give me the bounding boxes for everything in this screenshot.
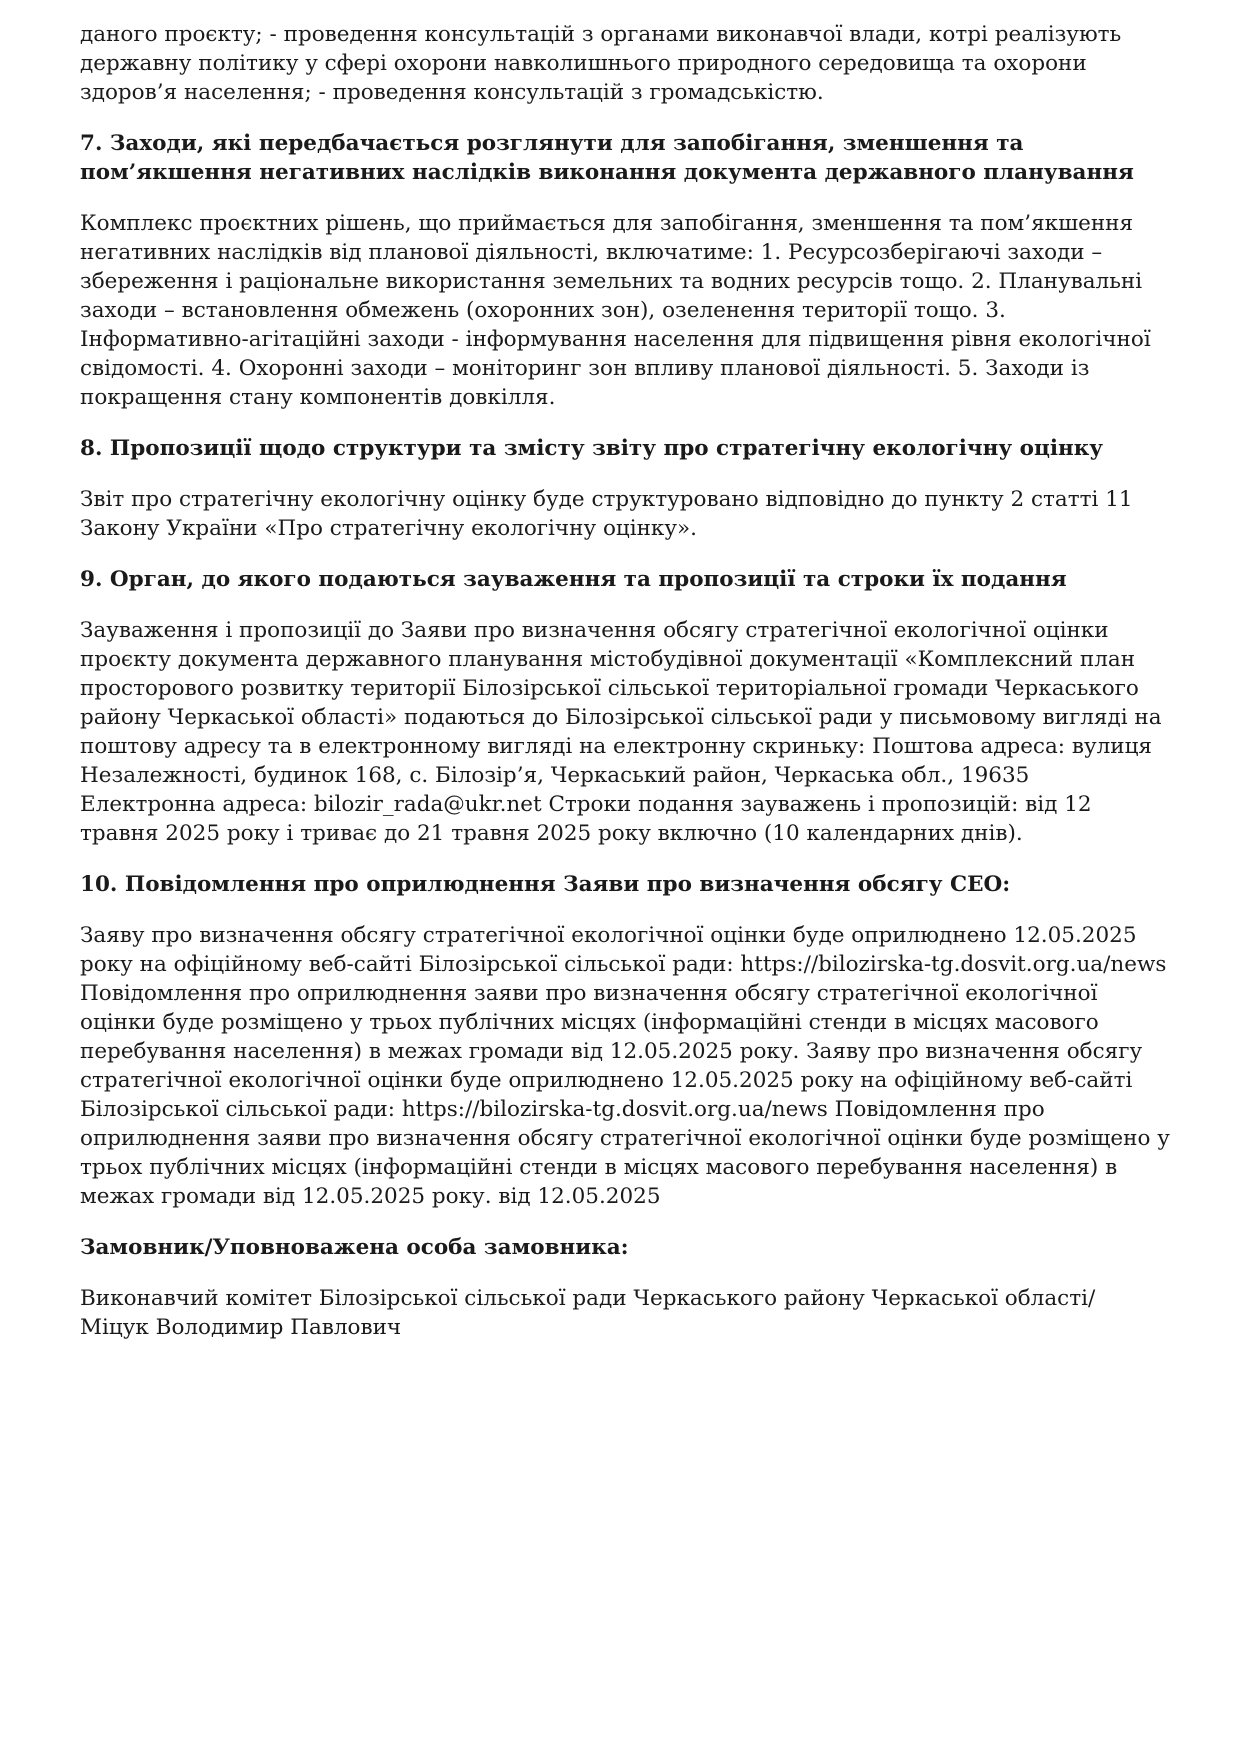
- section-10: [80, 870, 1170, 1211]
- continuation-paragraph: даного проєкту; - проведення консультацій з органами виконавчої влади, котрі реалізують державну політику у сфері охорони навколишнього природного середовища та охорони здоров’я населення; - проведення консультацій з громадськістю.: [80, 22, 1122, 105]
- section-body: Виконавчий комітет Білозірської сільської ради Черкаського району Черкаської області/ Міцук Володимир Павлович: [80, 1286, 1096, 1340]
- section-heading: 9. Орган, до якого подаються зауваження та пропозиції та строки їх подання: [80, 567, 1067, 592]
- document-page: [80, 20, 1170, 1364]
- section-8: [80, 434, 1170, 543]
- section-heading: 10. Повідомлення про оприлюднення Заяви про визначення обсягу СЕО:: [80, 872, 1011, 897]
- section-body: Звіт про стратегічну екологічну оцінку буде структуровано відповідно до пункту 2 статті 11 Закону України «Про стратегічну екологічну оцінку».: [80, 487, 1133, 541]
- section-customer: [80, 1233, 1170, 1342]
- section-heading: 7. Заходи, які передбачається розглянути для запобігання, зменшення та пом’якшення негативних наслідків виконання документа державного планування: [80, 131, 1134, 185]
- section-heading: Замовник/Уповноважена особа замовника:: [80, 1235, 629, 1260]
- section-7: [80, 129, 1170, 412]
- section-body: Заяву про визначення обсягу стратегічної екологічної оцінки буде оприлюднено 12.05.2025 року на офіційному веб-сайті Білозірської сільської ради: https://bilozirska-tg.dosvit.org.ua/news Повідомлення про оприлюднення заяви про визначення обсягу стратегічної екологічної оцінки буде розміщено у трьох публічних місцях (інформаційні стенди в місцях масового перебування населення) в межах громади від 12.05.2025 року. Заяву про визначення обсягу стратегічної екологічної оцінки буде оприлюднено 12.05.2025 року на офіційному веб-сайті Білозірської сільської ради: https://bilozirska-tg.dosvit.org.ua/news Повідомлення про оприлюднення заяви про визначення обсягу стратегічної екологічної оцінки буде розміщено у трьох публічних місцях (інформаційні стенди в місцях масового перебування населення) в межах громади від 12.05.2025 року. від 12.05.2025: [80, 923, 1170, 1209]
- section-heading: 8. Пропозиції щодо структури та змісту звіту про стратегічну екологічну оцінку: [80, 436, 1104, 461]
- section-body: Зауваження і пропозиції до Заяви про визначення обсягу стратегічної екологічної оцінки проєкту документа державного планування містобудівної документації «Комплексний план просторового розвитку території Білозірської сільської територіальної громади Черкаського району Черкаської області» подаються до Білозірської сільської ради у письмовому вигляді на поштову адресу та в електронному вигляді на електронну скриньку: Поштова адреса: вулиця Незалежності, будинок 168, с. Білозір’я, Черкаський район, Черкаська обл., 19635 Електронна адреса: bilozir_rada@ukr.net Строки подання зауважень і пропозицій: від 12 травня 2025 року і триває до 21 травня 2025 року включно (10 календарних днів).: [80, 618, 1162, 846]
- section-9: [80, 565, 1170, 848]
- section-body: Комплекс проєктних рішень, що приймається для запобігання, зменшення та пом’якшення негативних наслідків від планової діяльності, включатиме: 1. Ресурсозберігаючі заходи – збереження і раціональне використання земельних та водних ресурсів тощо. 2. Планувальні заходи – встановлення обмежень (охоронних зон), озеленення території тощо. 3. Інформативно-агітаційні заходи - інформування населення для підвищення рівня екологічної свідомості. 4. Охоронні заходи – моніторинг зон впливу планової діяльності. 5. Заходи із покращення стану компонентів довкілля.: [80, 211, 1151, 410]
